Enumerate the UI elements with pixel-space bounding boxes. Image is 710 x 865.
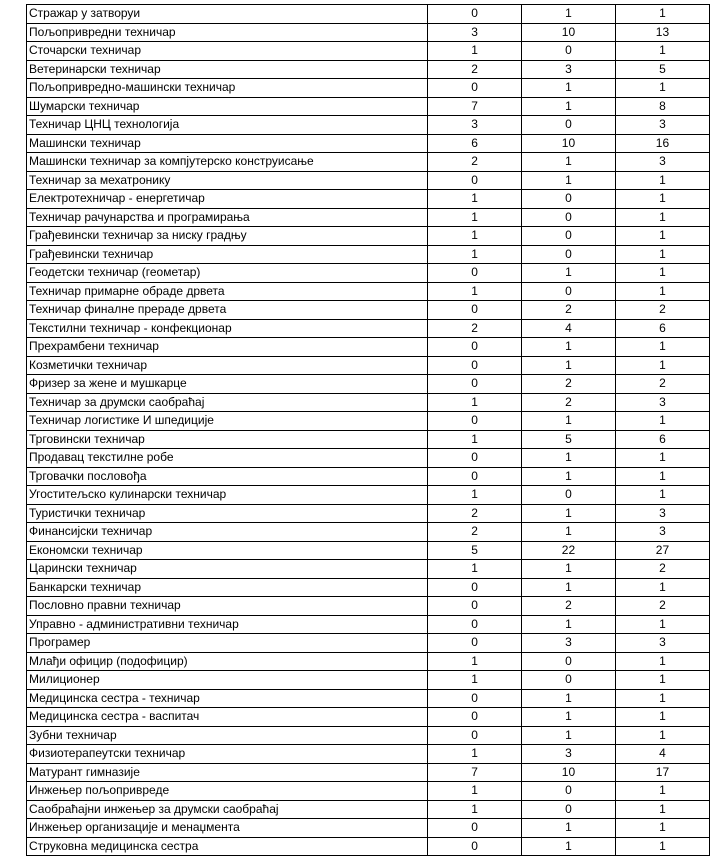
occupation-cell: Пољопривредно-машински техничар <box>27 79 428 98</box>
table-row <box>27 301 710 320</box>
table-row <box>27 615 710 634</box>
table-row <box>27 264 710 283</box>
count-b-cell: 22 <box>521 541 615 560</box>
table-row <box>27 190 710 209</box>
table-row <box>27 134 710 153</box>
count-a-cell: 1 <box>428 671 522 690</box>
count-a-cell: 3 <box>428 23 522 42</box>
table-row <box>27 79 710 98</box>
table-row <box>27 116 710 135</box>
count-a-cell: 0 <box>428 301 522 320</box>
occupation-cell: Физиотерапеутски техничар <box>27 745 428 764</box>
total-cell: 3 <box>615 504 709 523</box>
occupation-cell: Техничар примарне обраде дрвета <box>27 282 428 301</box>
total-cell: 17 <box>615 763 709 782</box>
occupation-cell: Грађевински техничар за ниску градњу <box>27 227 428 246</box>
occupation-cell: Машински техничар за компјутерско конструисање <box>27 153 428 172</box>
count-a-cell: 5 <box>428 541 522 560</box>
total-cell: 2 <box>615 560 709 579</box>
total-cell: 3 <box>615 153 709 172</box>
count-a-cell: 1 <box>428 430 522 449</box>
total-cell: 1 <box>615 615 709 634</box>
count-a-cell: 1 <box>428 800 522 819</box>
total-cell: 16 <box>615 134 709 153</box>
table-row <box>27 449 710 468</box>
count-b-cell: 1 <box>521 726 615 745</box>
total-cell: 1 <box>615 264 709 283</box>
table-row <box>27 782 710 801</box>
count-a-cell: 1 <box>428 652 522 671</box>
total-cell: 1 <box>615 190 709 209</box>
count-b-cell: 0 <box>521 190 615 209</box>
table-row <box>27 282 710 301</box>
occupation-cell: Техничар рачунарства и програмирања <box>27 208 428 227</box>
count-b-cell: 1 <box>521 449 615 468</box>
count-a-cell: 0 <box>428 837 522 856</box>
total-cell: 3 <box>615 393 709 412</box>
total-cell: 2 <box>615 597 709 616</box>
count-b-cell: 1 <box>521 5 615 24</box>
table-row <box>27 560 710 579</box>
count-b-cell: 1 <box>521 153 615 172</box>
occupation-cell: Струковна медицинска сестра <box>27 837 428 856</box>
count-b-cell: 1 <box>521 689 615 708</box>
count-b-cell: 1 <box>521 79 615 98</box>
table-row <box>27 23 710 42</box>
total-cell: 1 <box>615 79 709 98</box>
occupation-cell: Економски техничар <box>27 541 428 560</box>
total-cell: 1 <box>615 282 709 301</box>
table-body <box>27 5 710 856</box>
table-row <box>27 412 710 431</box>
count-a-cell: 1 <box>428 245 522 264</box>
table-row <box>27 208 710 227</box>
occupation-cell: Ветеринарски техничар <box>27 60 428 79</box>
count-a-cell: 0 <box>428 412 522 431</box>
occupation-cell: Инжењер организације и менаџмента <box>27 819 428 838</box>
occupation-cell: Медицинска сестра - техничар <box>27 689 428 708</box>
total-cell: 1 <box>615 449 709 468</box>
count-b-cell: 0 <box>521 116 615 135</box>
table-row <box>27 597 710 616</box>
total-cell: 6 <box>615 430 709 449</box>
table-row <box>27 726 710 745</box>
table-row <box>27 245 710 264</box>
total-cell: 1 <box>615 782 709 801</box>
table-row <box>27 486 710 505</box>
table-row <box>27 504 710 523</box>
total-cell: 1 <box>615 708 709 727</box>
count-a-cell: 1 <box>428 560 522 579</box>
count-a-cell: 1 <box>428 208 522 227</box>
total-cell: 5 <box>615 60 709 79</box>
total-cell: 1 <box>615 356 709 375</box>
count-b-cell: 0 <box>521 486 615 505</box>
count-b-cell: 0 <box>521 652 615 671</box>
count-b-cell: 2 <box>521 393 615 412</box>
occupation-cell: Техничар логистике И шпедиције <box>27 412 428 431</box>
table-row <box>27 153 710 172</box>
occupation-cell: Техничар за мехатронику <box>27 171 428 190</box>
count-a-cell: 0 <box>428 356 522 375</box>
total-cell: 1 <box>615 689 709 708</box>
total-cell: 1 <box>615 5 709 24</box>
total-cell: 1 <box>615 726 709 745</box>
total-cell: 1 <box>615 800 709 819</box>
count-a-cell: 0 <box>428 467 522 486</box>
count-b-cell: 5 <box>521 430 615 449</box>
count-a-cell: 0 <box>428 171 522 190</box>
count-b-cell: 1 <box>521 264 615 283</box>
total-cell: 1 <box>615 671 709 690</box>
total-cell: 3 <box>615 634 709 653</box>
count-a-cell: 6 <box>428 134 522 153</box>
total-cell: 1 <box>615 42 709 61</box>
count-a-cell: 0 <box>428 79 522 98</box>
occupation-cell: Прехрамбени техничар <box>27 338 428 357</box>
table-row <box>27 837 710 856</box>
table-row <box>27 319 710 338</box>
occupation-cell: Пољопривредни техничар <box>27 23 428 42</box>
table-row <box>27 467 710 486</box>
document-page <box>26 4 710 856</box>
occupation-cell: Техничар финалне прераде дрвета <box>27 301 428 320</box>
count-b-cell: 2 <box>521 375 615 394</box>
total-cell: 1 <box>615 171 709 190</box>
occupation-cell: Банкарски техничар <box>27 578 428 597</box>
count-b-cell: 0 <box>521 782 615 801</box>
total-cell: 3 <box>615 116 709 135</box>
count-b-cell: 4 <box>521 319 615 338</box>
total-cell: 1 <box>615 467 709 486</box>
count-b-cell: 1 <box>521 504 615 523</box>
occupation-cell: Продавац текстилне робе <box>27 449 428 468</box>
count-b-cell: 2 <box>521 301 615 320</box>
count-b-cell: 0 <box>521 208 615 227</box>
count-a-cell: 1 <box>428 190 522 209</box>
count-b-cell: 1 <box>521 615 615 634</box>
occupation-cell: Трговински техничар <box>27 430 428 449</box>
count-b-cell: 1 <box>521 708 615 727</box>
occupation-cell: Медицинска сестра - васпитач <box>27 708 428 727</box>
table-row <box>27 393 710 412</box>
occupation-cell: Угоститељско кулинарски техничар <box>27 486 428 505</box>
table-row <box>27 689 710 708</box>
occupation-cell: Сточарски техничар <box>27 42 428 61</box>
occupation-cell: Трговачки пословођа <box>27 467 428 486</box>
count-b-cell: 1 <box>521 412 615 431</box>
count-a-cell: 0 <box>428 5 522 24</box>
table-row <box>27 60 710 79</box>
total-cell: 13 <box>615 23 709 42</box>
table-row <box>27 356 710 375</box>
total-cell: 1 <box>615 412 709 431</box>
count-a-cell: 0 <box>428 726 522 745</box>
table-row <box>27 375 710 394</box>
total-cell: 2 <box>615 301 709 320</box>
count-a-cell: 0 <box>428 708 522 727</box>
occupation-cell: Матурант гимназије <box>27 763 428 782</box>
table-row <box>27 671 710 690</box>
count-a-cell: 1 <box>428 42 522 61</box>
count-a-cell: 1 <box>428 393 522 412</box>
table-row <box>27 578 710 597</box>
count-a-cell: 7 <box>428 97 522 116</box>
count-a-cell: 0 <box>428 819 522 838</box>
count-a-cell: 2 <box>428 504 522 523</box>
occupation-cell: Управно - административни техничар <box>27 615 428 634</box>
total-cell: 1 <box>615 245 709 264</box>
count-b-cell: 10 <box>521 23 615 42</box>
count-b-cell: 2 <box>521 597 615 616</box>
total-cell: 1 <box>615 338 709 357</box>
occupation-cell: Стражар у затворуи <box>27 5 428 24</box>
occupation-cell: Фризер за жене и мушкарце <box>27 375 428 394</box>
table-row <box>27 652 710 671</box>
occupation-cell: Техничар ЦНЦ технологија <box>27 116 428 135</box>
count-b-cell: 1 <box>521 171 615 190</box>
count-b-cell: 10 <box>521 763 615 782</box>
occupation-cell: Програмер <box>27 634 428 653</box>
table-row <box>27 763 710 782</box>
count-a-cell: 1 <box>428 282 522 301</box>
occupation-cell: Саобраћајни инжењер за друмски саобраћај <box>27 800 428 819</box>
occupation-cell: Козметички техничар <box>27 356 428 375</box>
count-b-cell: 1 <box>521 560 615 579</box>
total-cell: 1 <box>615 486 709 505</box>
count-b-cell: 1 <box>521 837 615 856</box>
count-a-cell: 1 <box>428 227 522 246</box>
table-row <box>27 634 710 653</box>
total-cell: 1 <box>615 208 709 227</box>
total-cell: 6 <box>615 319 709 338</box>
count-b-cell: 3 <box>521 634 615 653</box>
count-b-cell: 0 <box>521 227 615 246</box>
count-a-cell: 2 <box>428 60 522 79</box>
table-row <box>27 171 710 190</box>
table-row <box>27 800 710 819</box>
total-cell: 1 <box>615 819 709 838</box>
total-cell: 1 <box>615 578 709 597</box>
count-b-cell: 0 <box>521 800 615 819</box>
count-b-cell: 1 <box>521 819 615 838</box>
count-a-cell: 0 <box>428 264 522 283</box>
occupation-cell: Геодетски техничар (геометар) <box>27 264 428 283</box>
table-row <box>27 5 710 24</box>
count-a-cell: 2 <box>428 523 522 542</box>
occupation-cell: Финансијски техничар <box>27 523 428 542</box>
occupation-cell: Пословно правни техничар <box>27 597 428 616</box>
count-a-cell: 0 <box>428 689 522 708</box>
count-b-cell: 1 <box>521 578 615 597</box>
count-b-cell: 0 <box>521 671 615 690</box>
qualifications-table <box>26 4 710 856</box>
occupation-cell: Туристички техничар <box>27 504 428 523</box>
total-cell: 1 <box>615 227 709 246</box>
table-row <box>27 819 710 838</box>
occupation-cell: Шумарски техничар <box>27 97 428 116</box>
count-a-cell: 0 <box>428 634 522 653</box>
count-b-cell: 1 <box>521 97 615 116</box>
count-a-cell: 0 <box>428 375 522 394</box>
total-cell: 8 <box>615 97 709 116</box>
count-b-cell: 1 <box>521 467 615 486</box>
count-b-cell: 3 <box>521 745 615 764</box>
occupation-cell: Милиционер <box>27 671 428 690</box>
table-row <box>27 745 710 764</box>
occupation-cell: Текстилни техничар - конфекционар <box>27 319 428 338</box>
count-a-cell: 1 <box>428 745 522 764</box>
total-cell: 4 <box>615 745 709 764</box>
count-b-cell: 3 <box>521 60 615 79</box>
count-a-cell: 1 <box>428 782 522 801</box>
count-a-cell: 2 <box>428 319 522 338</box>
count-b-cell: 0 <box>521 42 615 61</box>
occupation-cell: Грађевински техничар <box>27 245 428 264</box>
table-row <box>27 97 710 116</box>
total-cell: 27 <box>615 541 709 560</box>
occupation-cell: Зубни техничар <box>27 726 428 745</box>
occupation-cell: Електротехничар - енергетичар <box>27 190 428 209</box>
count-a-cell: 3 <box>428 116 522 135</box>
occupation-cell: Царински техничар <box>27 560 428 579</box>
table-row <box>27 708 710 727</box>
table-row <box>27 338 710 357</box>
count-a-cell: 0 <box>428 338 522 357</box>
count-a-cell: 0 <box>428 615 522 634</box>
occupation-cell: Инжењер пољопривреде <box>27 782 428 801</box>
table-row <box>27 541 710 560</box>
table-row <box>27 430 710 449</box>
count-a-cell: 0 <box>428 449 522 468</box>
occupation-cell: Млађи официр (подофицир) <box>27 652 428 671</box>
total-cell: 2 <box>615 375 709 394</box>
table-row <box>27 42 710 61</box>
total-cell: 1 <box>615 652 709 671</box>
count-a-cell: 0 <box>428 597 522 616</box>
occupation-cell: Машински техничар <box>27 134 428 153</box>
count-b-cell: 1 <box>521 523 615 542</box>
count-a-cell: 7 <box>428 763 522 782</box>
count-b-cell: 1 <box>521 356 615 375</box>
count-a-cell: 0 <box>428 578 522 597</box>
total-cell: 3 <box>615 523 709 542</box>
count-b-cell: 0 <box>521 282 615 301</box>
table-row <box>27 227 710 246</box>
count-b-cell: 10 <box>521 134 615 153</box>
occupation-cell: Техничар за друмски саобраћај <box>27 393 428 412</box>
table-row <box>27 523 710 542</box>
count-b-cell: 1 <box>521 338 615 357</box>
total-cell: 1 <box>615 837 709 856</box>
count-a-cell: 1 <box>428 486 522 505</box>
count-b-cell: 0 <box>521 245 615 264</box>
count-a-cell: 2 <box>428 153 522 172</box>
